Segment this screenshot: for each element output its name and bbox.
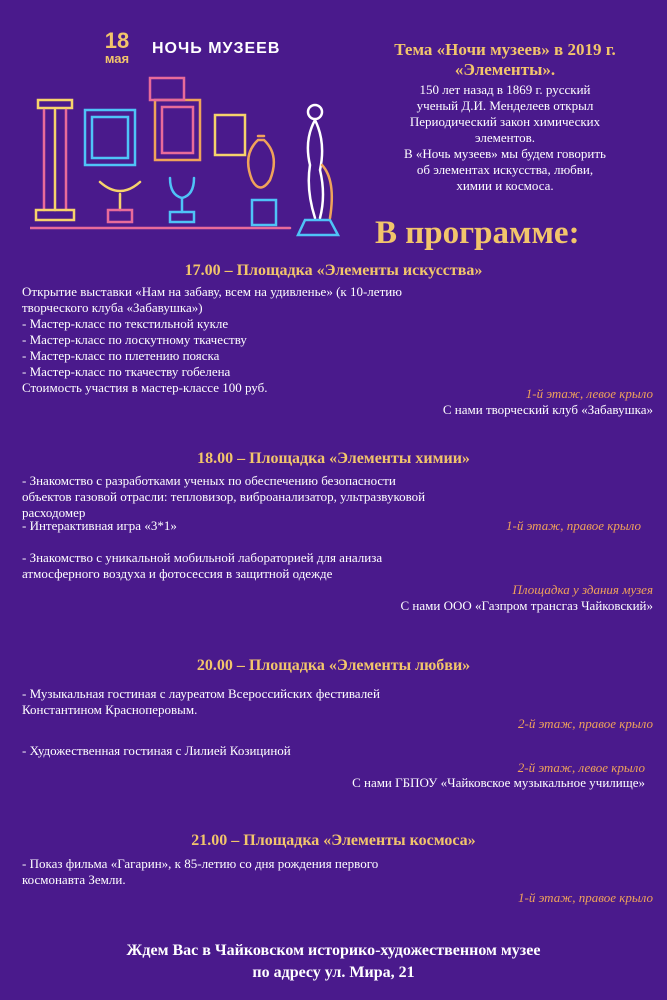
theme-title [345,40,665,81]
section-love-partner: С нами ГБПОУ «Чайковское музыкальное училище» [352,775,645,790]
museum-illustration-icon [30,70,360,240]
theme-line: 150 лет назад в 1869 г. русский [419,82,591,97]
section-art-text [22,284,647,396]
footer-line: Ждем Вас в Чайковском историко-художественном музее [126,942,541,959]
theme-line: элементов. [475,129,535,145]
footer-address: по адресу ул. Мира, 21 [252,963,415,981]
section-love-title: 20.00 – Площадка «Элементы любви» [196,657,471,674]
section-chemistry-game: - Интерактивная игра «3*1» [22,518,177,533]
section-love-line: Константином Красноперовым. [22,701,198,717]
section-art-partner: С нами творческий клуб «Забавушка» [442,402,653,417]
theme-line: об элементах искусства, любви, [416,161,594,177]
section-art-line: - Мастер-класс по ткачеству гобелена [22,363,231,379]
section-chemistry-line: расходомер [22,504,86,520]
section-chemistry-text-2 [22,550,647,582]
theme-line: химии и космоса. [456,177,554,193]
theme-line: ученый Д.И. Менделеев открыл [416,97,594,113]
section-space-line: космонавта Земли. [22,871,126,887]
theme-title-line: «Элементы». [454,60,556,80]
section-love-line: - Музыкальная гостиная с лауреатом Всероссийских фестивалей [22,686,380,701]
section-space-location: 1-й этаж, правое крыло [518,890,653,905]
section-love-text [22,686,647,718]
section-chemistry-line: атмосферного воздуха и фотосессия в защитной одежде [22,565,333,581]
section-chemistry-line: объектов газовой отрасли: тепловизор, виброанализатор, ультразвуковой [22,488,426,504]
section-art-line: Открытие выставки «Нам на забаву, всем на удивленье» (к 10-летию [22,284,402,299]
theme-line: В «Ночь музеев» мы будем говорить [404,145,606,161]
section-space-title: 21.00 – Площадка «Элементы космоса» [191,832,476,849]
section-art-line: творческого клуба «Забавушка») [22,299,203,315]
section-chemistry-partner: С нами ООО «Газпром трансгаз Чайковский» [400,598,653,613]
section-art-line: - Мастер-класс по плетению пояска [22,347,220,363]
section-art-line: Стоимость участия в мастер-классе 100 руб. [22,379,268,395]
section-chemistry-title: 18.00 – Площадка «Элементы химии» [197,450,470,467]
logo-date-month: мая [104,51,130,66]
section-chemistry-location-2: Площадка у здания музея [512,582,653,597]
logo-date-day: 18 [104,28,130,53]
section-love-location: 2-й этаж, правое крыло [518,716,653,731]
section-space-line: - Показ фильма «Гагарин», к 85-летию со дня рождения первого [22,856,379,871]
theme-line: Периодический закон химических [409,113,601,129]
section-art-line: - Мастер-класс по текстильной кукле [22,315,229,331]
section-art-line: - Мастер-класс по лоскутному ткачеству [22,331,247,347]
section-chemistry-text [22,473,647,521]
logo-name: НОЧЬ МУЗЕЕВ [152,40,281,57]
program-heading: В программе: [375,215,580,251]
section-art-location: 1-й этаж, левое крыло [525,386,653,401]
section-chemistry-location: 1-й этаж, правое крыло [506,518,641,533]
section-chemistry-line: - Знакомство с уникальной мобильной лабораторией для анализа [22,550,383,565]
section-love-line-2: - Художественная гостиная с Лилией Козициной [22,743,291,758]
section-chemistry-line: - Знакомство с разработками ученых по обеспечению безопасности [22,473,396,488]
section-love-location-2: 2-й этаж, левое крыло [517,760,645,775]
theme-description [345,82,665,194]
section-art-title: 17.00 – Площадка «Элементы искусства» [184,262,483,279]
theme-title-line: Тема «Ночи музеев» в 2019 г. [394,40,616,59]
footer [0,940,667,983]
section-space-text [22,856,647,888]
logo-date [97,30,137,65]
